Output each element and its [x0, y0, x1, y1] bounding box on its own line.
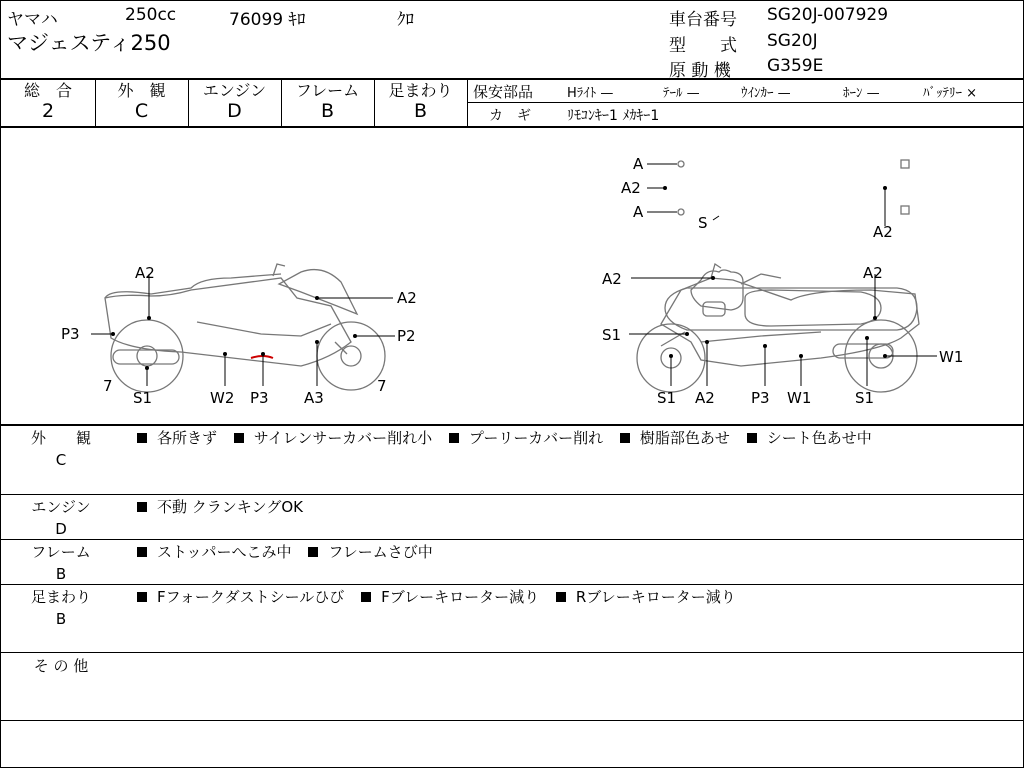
safety-tail: ﾃｰﾙ — [663, 86, 700, 101]
label-right-s1: S1 [657, 389, 677, 407]
safety-battery: ﾊﾞｯﾃﾘｰ × [923, 86, 978, 101]
label-right-w1: W1 [787, 389, 812, 407]
section-divider [1, 652, 1023, 653]
scooter-top-view [665, 160, 917, 330]
type-label: 型 式 [669, 36, 737, 56]
label-right-a2: A2 [602, 270, 622, 288]
grade-exterior: 外 観 C [117, 81, 166, 122]
section-exterior-items: 各所きず サイレンサーカバー削れ小 プーリーカバー削れ 樹脂部色あせ シート色あせ中 [137, 427, 884, 449]
label-left-s1: S1 [133, 389, 153, 407]
grade-suspension: 足まわり B [388, 81, 453, 122]
label-right-s1: S1 [602, 326, 622, 344]
safety-divider [468, 102, 1023, 103]
grade-frame: フレーム B [295, 81, 360, 122]
mileage: 76099 ｷﾛ [229, 10, 306, 30]
section-suspension-items: Fフォークダストシールひび Fブレーキローター減り Rブレーキローター減り [137, 586, 748, 608]
label-left-7: 7 [103, 377, 113, 395]
label-left-p3: P3 [61, 325, 80, 343]
label-left-p2: P2 [397, 327, 416, 345]
section-engine-items: 不動 クランキングOK [137, 496, 315, 518]
label-right-a2: A2 [863, 264, 883, 282]
color: ｸﾛ [397, 10, 414, 30]
frame-no-label: 車台番号 [669, 10, 737, 30]
header-divider [1, 78, 1023, 80]
label-right-a2: A2 [695, 389, 715, 407]
frame-no: SG20J-007929 [767, 5, 889, 25]
section-divider [1, 720, 1023, 721]
safety-parts-label: 保安部品 [473, 83, 534, 101]
safety-horn: ﾎｰﾝ — [843, 86, 880, 101]
scooter-right-view [637, 264, 919, 392]
section-divider [1, 539, 1023, 540]
maker: ヤマハ [7, 10, 58, 30]
label-left-a3: A3 [304, 389, 324, 407]
engine-value: G359E [767, 56, 824, 76]
label-left-a2: A2 [135, 264, 155, 282]
section-frame-items: ストッパーへこみ中 フレームさび中 [137, 541, 445, 563]
label-right-p3: P3 [751, 389, 770, 407]
section-engine-title: エンジン D [31, 498, 91, 538]
label-right-w1: W1 [939, 348, 964, 366]
label-top-a2: A2 [621, 179, 641, 197]
damage-marker [251, 356, 273, 358]
safety-winker: ｳｲﾝｶｰ — [741, 86, 791, 101]
section-other-title: そ の 他 [33, 657, 89, 675]
section-frame-title: フレーム B [31, 543, 91, 583]
section-suspension-title: 足まわり B [30, 588, 91, 628]
section-exterior-title: 外 観 C [30, 429, 91, 469]
engine-label: 原 動 機 [669, 61, 731, 81]
grade-total: 総 合 2 [23, 81, 72, 122]
section-divider [1, 494, 1023, 495]
leader-lines [91, 164, 937, 386]
label-top-a: A [633, 203, 644, 221]
label-right-s1: S1 [855, 389, 875, 407]
model-name: マジェスティ250 [7, 31, 171, 55]
label-top-a: A [633, 155, 644, 173]
label-left-7: 7 [377, 377, 387, 395]
safety-headlight: Hﾗｲﾄ — [567, 86, 614, 101]
label-top-s: S [698, 214, 708, 232]
label-left-w2: W2 [210, 389, 235, 407]
key-label: カ ギ [489, 108, 531, 124]
displacement: 250cc [125, 5, 177, 25]
type-value: SG20J [767, 31, 818, 51]
label-left-p3: P3 [250, 389, 269, 407]
label-top-a2: A2 [873, 223, 893, 241]
diagram-divider [1, 424, 1023, 426]
key-value: ﾘﾓｺﾝｷｰ1 ﾒｶｷｰ1 [567, 108, 660, 124]
label-left-a2: A2 [397, 289, 417, 307]
section-divider [1, 584, 1023, 585]
damage-diagram [1, 128, 1023, 428]
grade-engine: エンジン D [202, 81, 267, 122]
